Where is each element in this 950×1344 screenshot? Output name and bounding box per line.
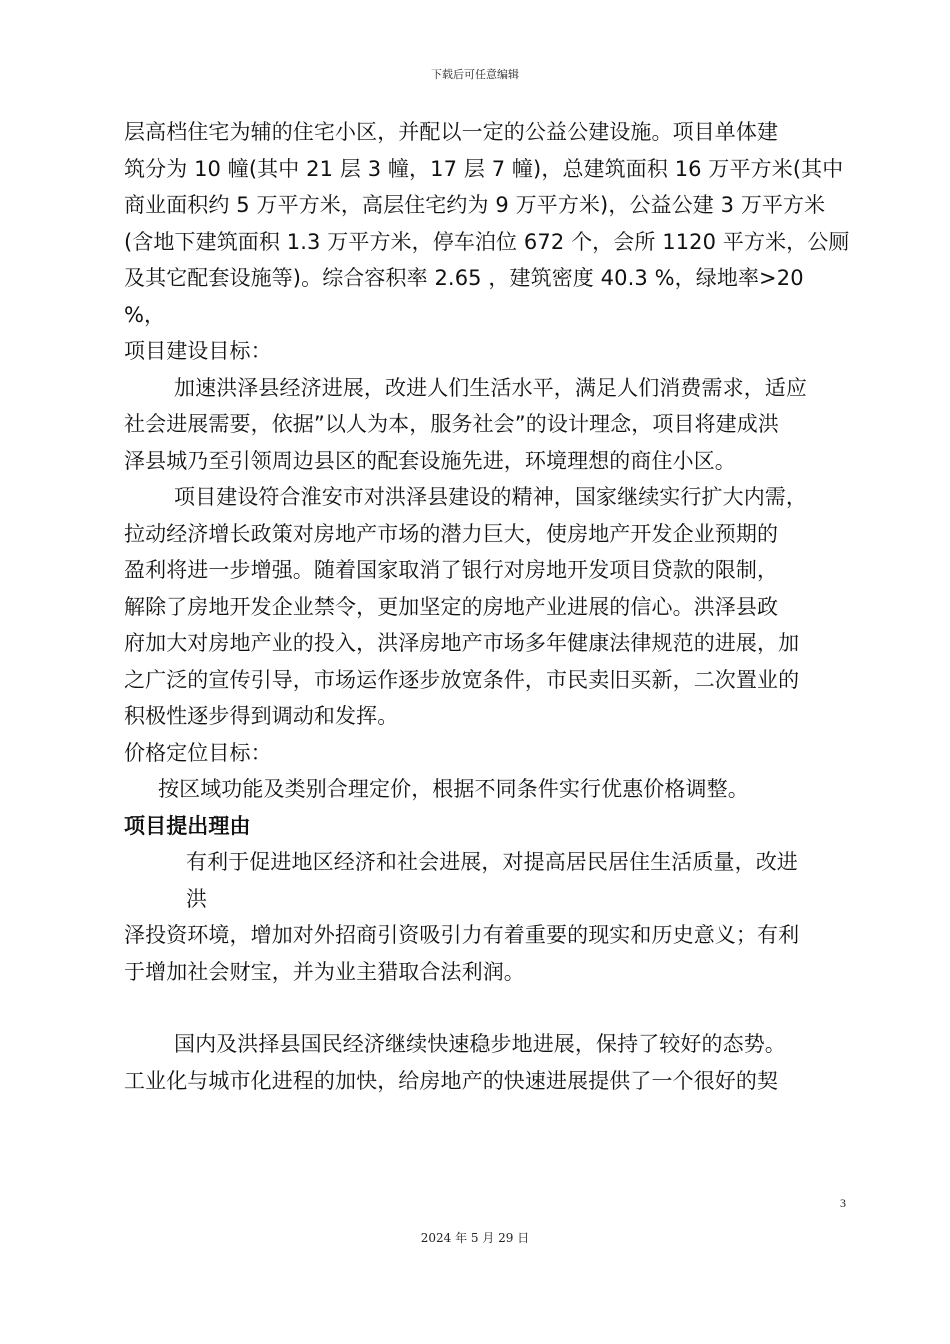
paragraph-line: 商业面积约 5 万平方米，高层住宅约为 9 万平方米)，公益公建 3 万平方米	[124, 193, 826, 217]
footer-date: 2024 年 5 月 29 日	[420, 1231, 530, 1245]
paragraph-line: 盈利将进一步增强。随着国家取消了银行对房地开发项目贷款的限制，	[124, 558, 779, 582]
paragraph-line: 解除了房地开发企业禁令，更加坚定的房地产业进展的信心。洪泽县政	[124, 594, 779, 619]
page-number: 3	[840, 1196, 846, 1210]
paragraph-line: 积极性逐步得到调动和发挥。	[124, 704, 399, 728]
section-heading: 价格定位目标：	[124, 740, 272, 765]
section-heading: 项目建设目标：	[124, 339, 272, 363]
paragraph-line: 于增加社会财宝，并为业主猎取合法利润。	[124, 959, 525, 984]
paragraph-line: %，	[124, 302, 166, 327]
paragraph-line: 泽投资环境，增加对外招商引资吸引力有着重要的现实和历史意义；有利	[124, 923, 800, 947]
paragraph-line: 泽县城乃至引领周边县区的配套设施先进，环境理想的商住小区。	[124, 448, 736, 473]
paragraph-line: 社会进展需要，依据”以人为本，服务社会”的设计理念，项目将建成洪	[124, 412, 779, 436]
section-heading-bold: 项目提出理由	[124, 813, 251, 838]
paragraph-line: 之广泛的宣传引导，市场运作逐步放宽条件，市民卖旧买新，二次置业的	[124, 667, 800, 692]
paragraph-line: 工业化与城市化进程的加快，给房地产的快速进展提供了一个很好的契	[124, 1068, 779, 1093]
paragraph-line: 拉动经济增长政策对房地产市场的潜力巨大，使房地产开发企业预期的	[124, 521, 779, 546]
paragraph-line: 层高档住宅为辅的住宅小区，并配以一定的公益公建设施。项目单体建	[124, 120, 779, 144]
paragraph-line: 府加大对房地产业的投入，洪泽房地产市场多年健康法律规范的进展，加	[124, 631, 800, 655]
paragraph-line: 有利于促进地区经济和社会进展，对提高居民居住生活质量，改进	[186, 850, 798, 874]
paragraph-line: 筑分为 10 幢(其中 21 层 3 幢，17 层 7 幢)，总建筑面积 16 万平方米(其中	[124, 156, 844, 181]
paragraph-line: 国内及洪择县国民经济继续快速稳步地进展，保持了较好的态势。	[174, 1032, 786, 1056]
paragraph-line: 按区域功能及类别合理定价，根据不同条件实行优惠价格调整。	[158, 777, 749, 801]
paragraph-line: 及其它配套设施等)。综合容积率 2.65 ，建筑密度 40.3 %，绿地率>20	[124, 266, 804, 290]
paragraph-line: 加速洪泽县经济进展，改进人们生活水平，满足人们消费需求，适应	[174, 375, 807, 400]
page-header: 下载后可任意编辑	[431, 68, 519, 81]
paragraph-line: (含地下建筑面积 1.3 万平方米，停车泊位 672 个，会所 1120 平方米，公厕	[124, 229, 850, 254]
paragraph-gap	[124, 990, 848, 1026]
paragraph-line: 洪	[186, 886, 208, 911]
paragraph-line: 项目建设符合淮安市对洪泽县建设的精神，国家继续实行扩大内需，	[174, 485, 807, 509]
document-body	[124, 114, 848, 1099]
